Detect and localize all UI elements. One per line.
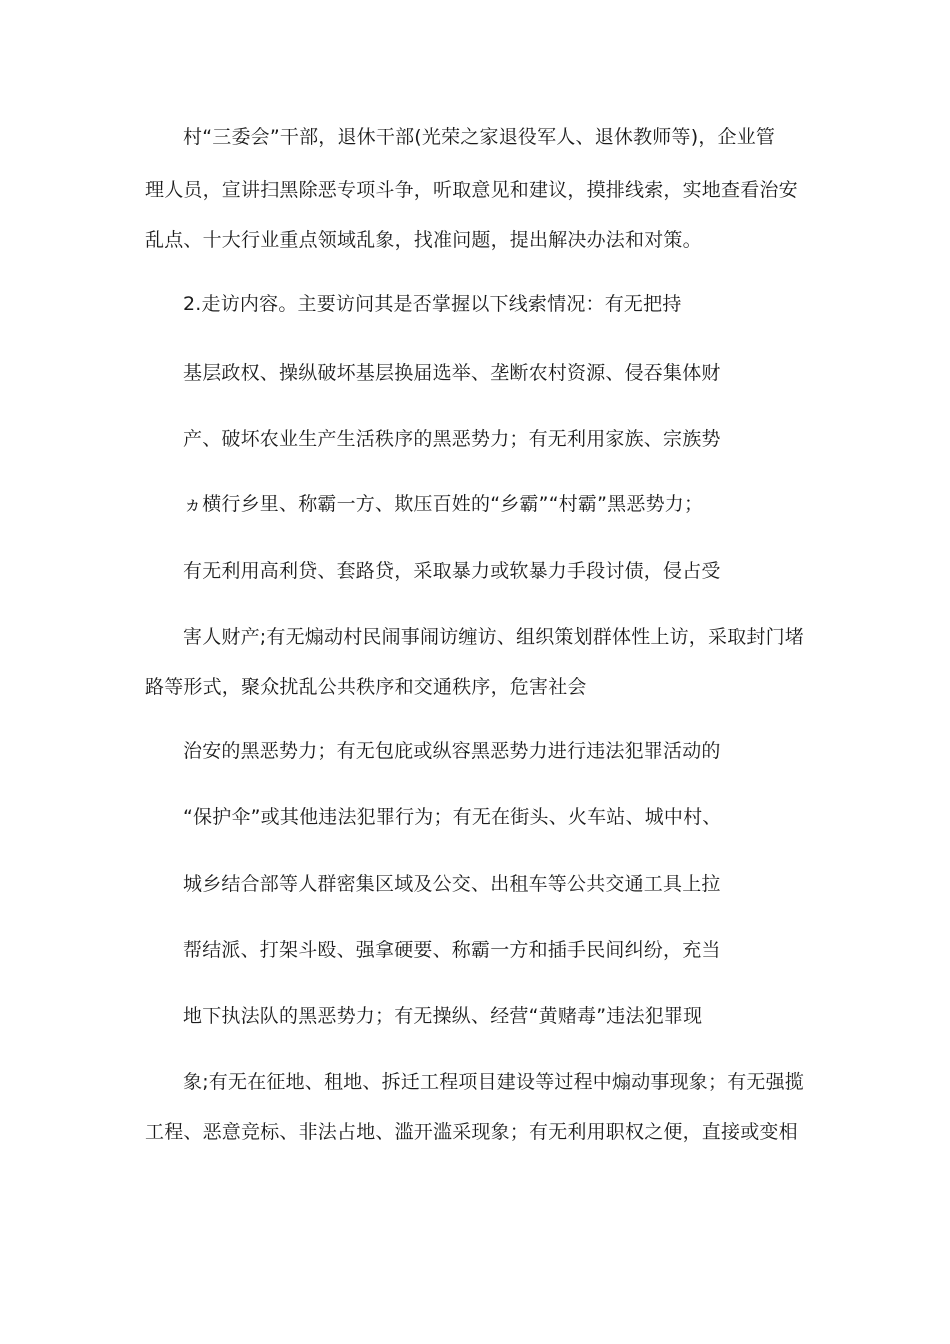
text-line-13: 城乡结合部等人群密集区域及公交、出租车等公共交通工具上拉	[183, 873, 721, 895]
text-line-12: “保护伞”或其他违法犯罪行为；有无在街头、火车站、城中村、	[183, 806, 722, 828]
text-line-7: ヵ横行乡里、称霸一方、欺压百姓的“乡霸”“村霸”黑恶势力；	[183, 493, 704, 515]
text-line-9: 害人财产;有无煽动村民闹事闹访缠访、组织策划群体性上访，采取封门堵	[183, 626, 805, 648]
text-line-17: 工程、恶意竞标、非法占地、滥开滥采现象；有无利用职权之便，直接或变相	[145, 1121, 798, 1143]
text-line-10: 路等形式，聚众扰乱公共秩序和交通秩序，危害社会	[145, 676, 587, 698]
text-line-4: 2.走访内容。主要访问其是否掌握以下线索情况：有无把持	[183, 293, 682, 315]
text-line-5: 基层政权、操纵破坏基层换届选举、垄断农村资源、侵吞集体财	[183, 362, 721, 384]
text-line-3: 乱点、十大行业重点领域乱象，找准问题，提出解决办法和对策。	[145, 229, 702, 251]
text-line-8: 有无利用高利贷、套路贷，采取暴力或软暴力手段讨债，侵占受	[183, 560, 721, 582]
text-line-15: 地下执法队的黑恶势力；有无操纵、经营“黄赌毒”违法犯罪现	[183, 1005, 703, 1027]
text-line-6: 产、破坏农业生产生活秩序的黑恶势力；有无利用家族、宗族势	[183, 428, 721, 450]
text-line-16: 象;有无在征地、租地、拆迁工程项目建设等过程中煽动事现象；有无强揽	[183, 1071, 805, 1093]
text-line-14: 帮结派、打架斗殴、强拿硬要、称霸一方和插手民间纠纷，充当	[183, 939, 721, 961]
text-line-11: 治安的黑恶势力；有无包庇或纵容黑恶势力进行违法犯罪活动的	[183, 740, 721, 762]
text-line-1: 村“三委会”干部，退休干部(光荣之家退役军人、退休教师等)，企业管	[183, 126, 776, 148]
text-line-2: 理人员，宣讲扫黑除恶专项斗争，听取意见和建议，摸排线索，实地查看治安	[145, 179, 798, 201]
